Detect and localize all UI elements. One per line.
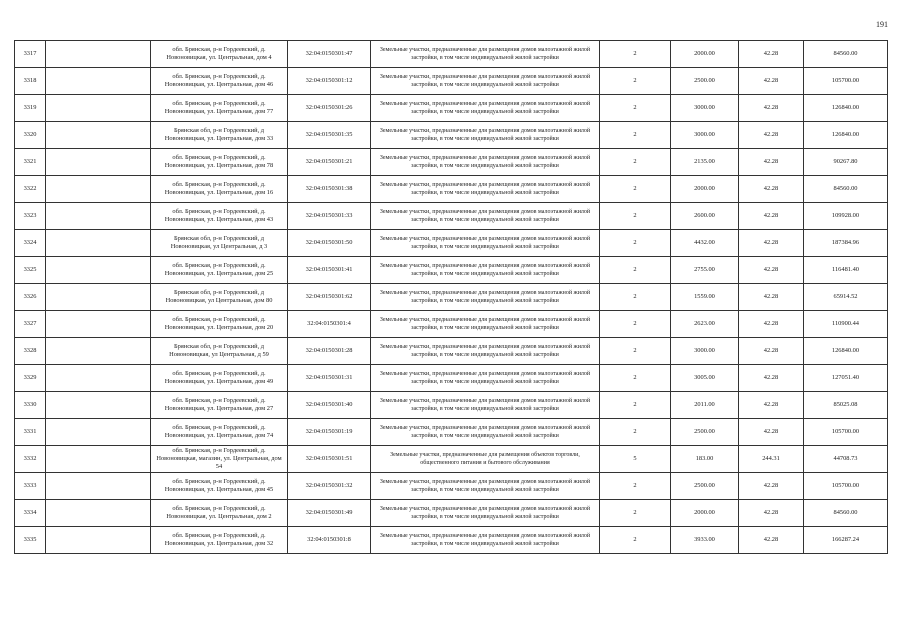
cadastral-number-cell: 32:04:0150301:47 (288, 41, 371, 68)
land-use-purpose-cell: Земельные участки, предназначенные для размещения домов малоэтажной жилой застройки, в том числе индивидуальной жилой застройки (371, 473, 600, 500)
empty-cell (46, 500, 151, 527)
address-cell: обл. Брянская, р-н Гордеевский, д. Новоновицкая, ул. Центральная, дом 74 (151, 419, 288, 446)
empty-cell (46, 230, 151, 257)
address-cell: обл. Брянская, р-н Гордеевский, д. Новоновицкая, ул. Центральная, дом 20 (151, 311, 288, 338)
row-number-cell: 3320 (15, 122, 46, 149)
empty-cell (46, 446, 151, 473)
empty-cell (46, 392, 151, 419)
table-row (15, 311, 888, 338)
address-cell: обл. Брянская, р-н Гордеевский, д. Новоновицкая, ул. Центральная, дом 2 (151, 500, 288, 527)
group-number-cell: 2 (600, 230, 671, 257)
land-use-purpose-cell: Земельные участки, предназначенные для размещения домов малоэтажной жилой застройки, в том числе индивидуальной жилой застройки (371, 392, 600, 419)
table-row (15, 257, 888, 284)
empty-cell (46, 338, 151, 365)
specific-value-cell: 42.28 (739, 311, 804, 338)
empty-cell (46, 176, 151, 203)
specific-value-cell: 42.28 (739, 122, 804, 149)
area-cell: 4432.00 (671, 230, 739, 257)
cadastral-value-cell: 126840.00 (804, 122, 888, 149)
land-use-purpose-cell: Земельные участки, предназначенные для размещения домов малоэтажной жилой застройки, в том числе индивидуальной жилой застройки (371, 176, 600, 203)
land-use-purpose-cell: Земельные участки, предназначенные для размещения домов малоэтажной жилой застройки, в том числе индивидуальной жилой застройки (371, 149, 600, 176)
land-use-purpose-cell: Земельные участки, предназначенные для размещения домов малоэтажной жилой застройки, в том числе индивидуальной жилой застройки (371, 203, 600, 230)
row-number-cell: 3334 (15, 500, 46, 527)
row-number-cell: 3322 (15, 176, 46, 203)
land-use-purpose-cell: Земельные участки, предназначенные для размещения домов малоэтажной жилой застройки, в том числе индивидуальной жилой застройки (371, 257, 600, 284)
row-number-cell: 3330 (15, 392, 46, 419)
area-cell: 3000.00 (671, 338, 739, 365)
table-row (15, 500, 888, 527)
area-cell: 2500.00 (671, 473, 739, 500)
row-number-cell: 3319 (15, 95, 46, 122)
table-row (15, 527, 888, 554)
cadastral-value-cell: 126840.00 (804, 338, 888, 365)
group-number-cell: 2 (600, 473, 671, 500)
table-row (15, 203, 888, 230)
cadastral-value-cell: 126840.00 (804, 95, 888, 122)
page-number: 191 (876, 20, 888, 29)
group-number-cell: 5 (600, 446, 671, 473)
specific-value-cell: 42.28 (739, 41, 804, 68)
table-row (15, 176, 888, 203)
specific-value-cell: 42.28 (739, 500, 804, 527)
cadastral-value-cell: 166287.24 (804, 527, 888, 554)
land-use-purpose-cell: Земельные участки, предназначенные для размещения домов малоэтажной жилой застройки, в том числе индивидуальной жилой застройки (371, 527, 600, 554)
empty-cell (46, 527, 151, 554)
cadastral-value-cell: 105700.00 (804, 419, 888, 446)
cadastral-number-cell: 32:04:0150301:32 (288, 473, 371, 500)
row-number-cell: 3321 (15, 149, 46, 176)
table-row (15, 392, 888, 419)
group-number-cell: 2 (600, 41, 671, 68)
area-cell: 3000.00 (671, 122, 739, 149)
row-number-cell: 3328 (15, 338, 46, 365)
table-row (15, 284, 888, 311)
table-row (15, 365, 888, 392)
address-cell: обл. Брянская, р-н Гордеевский, д. Новоновицкая, ул. Центральная, дом 16 (151, 176, 288, 203)
empty-cell (46, 473, 151, 500)
row-number-cell: 3333 (15, 473, 46, 500)
address-cell: Брянская обл, р-н Гордеевский, д Новоновицкая, ул Центральная, д 3 (151, 230, 288, 257)
cadastral-value-cell: 90267.80 (804, 149, 888, 176)
land-use-purpose-cell: Земельные участки, предназначенные для размещения домов малоэтажной жилой застройки, в том числе индивидуальной жилой застройки (371, 122, 600, 149)
table-row (15, 419, 888, 446)
specific-value-cell: 244.31 (739, 446, 804, 473)
address-cell: Брянская обл, р-н Гордеевский, д Новоновицкая, ул Центральная, дом 80 (151, 284, 288, 311)
group-number-cell: 2 (600, 311, 671, 338)
table-row (15, 446, 888, 473)
area-cell: 2135.00 (671, 149, 739, 176)
land-use-purpose-cell: Земельные участки, предназначенные для размещения домов малоэтажной жилой застройки, в том числе индивидуальной жилой застройки (371, 41, 600, 68)
cadastral-value-cell: 85025.08 (804, 392, 888, 419)
empty-cell (46, 284, 151, 311)
cadastral-value-cell: 109928.00 (804, 203, 888, 230)
specific-value-cell: 42.28 (739, 95, 804, 122)
land-use-purpose-cell: Земельные участки, предназначенные для размещения домов малоэтажной жилой застройки, в том числе индивидуальной жилой застройки (371, 338, 600, 365)
cadastral-number-cell: 32:04:0150301:40 (288, 392, 371, 419)
group-number-cell: 2 (600, 122, 671, 149)
cadastral-number-cell: 32:04:0150301:38 (288, 176, 371, 203)
row-number-cell: 3324 (15, 230, 46, 257)
address-cell: обл. Брянская, р-н Гордеевский, д. Новоновицкая, ул. Центральная, дом 49 (151, 365, 288, 392)
land-use-purpose-cell: Земельные участки, предназначенные для размещения домов малоэтажной жилой застройки, в том числе индивидуальной жилой застройки (371, 95, 600, 122)
cadastral-value-table (14, 40, 888, 554)
row-number-cell: 3332 (15, 446, 46, 473)
address-cell: обл. Брянская, р-н Гордеевский, д. Новоновицкая, ул. Центральная, дом 27 (151, 392, 288, 419)
address-cell: обл. Брянская, р-н Гордеевский, д. Новоновицкая, ул. Центральная, дом 78 (151, 149, 288, 176)
cadastral-value-cell: 84560.00 (804, 41, 888, 68)
cadastral-number-cell: 32:04:0150301:49 (288, 500, 371, 527)
specific-value-cell: 42.28 (739, 149, 804, 176)
row-number-cell: 3331 (15, 419, 46, 446)
table-row (15, 122, 888, 149)
empty-cell (46, 95, 151, 122)
cadastral-value-cell: 105700.00 (804, 68, 888, 95)
land-use-purpose-cell: Земельные участки, предназначенные для размещения домов малоэтажной жилой застройки, в том числе индивидуальной жилой застройки (371, 419, 600, 446)
address-cell: обл. Брянская, р-н Гордеевский, д. Новоновицкая, ул. Центральная, дом 25 (151, 257, 288, 284)
area-cell: 2000.00 (671, 176, 739, 203)
land-use-purpose-cell: Земельные участки, предназначенные для размещения домов малоэтажной жилой застройки, в том числе индивидуальной жилой застройки (371, 230, 600, 257)
address-cell: обл. Брянская, р-н Гордеевский, д. Новоновицкая, ул. Центральная, дом 43 (151, 203, 288, 230)
group-number-cell: 2 (600, 176, 671, 203)
cadastral-number-cell: 32:04:0150301:4 (288, 311, 371, 338)
cadastral-number-cell: 32:04:0150301:35 (288, 122, 371, 149)
row-number-cell: 3325 (15, 257, 46, 284)
row-number-cell: 3329 (15, 365, 46, 392)
specific-value-cell: 42.28 (739, 338, 804, 365)
land-use-purpose-cell: Земельные участки, предназначенные для размещения домов малоэтажной жилой застройки, в том числе индивидуальной жилой застройки (371, 500, 600, 527)
address-cell: обл. Брянская, р-н Гордеевский, д. Новоновицкая, ул. Центральная, дом 4 (151, 41, 288, 68)
cadastral-number-cell: 32:04:0150301:33 (288, 203, 371, 230)
land-use-purpose-cell: Земельные участки, предназначенные для размещения домов малоэтажной жилой застройки, в том числе индивидуальной жилой застройки (371, 311, 600, 338)
empty-cell (46, 122, 151, 149)
area-cell: 2500.00 (671, 419, 739, 446)
address-cell: обл. Брянская, р-н Гордеевский, д. Новоновицкая, ул. Центральная, дом 77 (151, 95, 288, 122)
cadastral-value-cell: 110900.44 (804, 311, 888, 338)
group-number-cell: 2 (600, 95, 671, 122)
cadastral-value-cell: 65914.52 (804, 284, 888, 311)
area-cell: 2011.00 (671, 392, 739, 419)
group-number-cell: 2 (600, 392, 671, 419)
specific-value-cell: 42.28 (739, 203, 804, 230)
group-number-cell: 2 (600, 257, 671, 284)
table-row (15, 149, 888, 176)
group-number-cell: 2 (600, 500, 671, 527)
address-cell: обл. Брянская, р-н Гордеевский, д. Новоновицкая, ул. Центральная, дом 45 (151, 473, 288, 500)
empty-cell (46, 365, 151, 392)
row-number-cell: 3323 (15, 203, 46, 230)
cadastral-value-cell: 84560.00 (804, 500, 888, 527)
area-cell: 2000.00 (671, 41, 739, 68)
cadastral-number-cell: 32:04:0150301:62 (288, 284, 371, 311)
table-row (15, 95, 888, 122)
row-number-cell: 3317 (15, 41, 46, 68)
specific-value-cell: 42.28 (739, 68, 804, 95)
area-cell: 3933.00 (671, 527, 739, 554)
land-use-purpose-cell: Земельные участки, предназначенные для размещения объектов торговли, общественного питания и бытового обслуживания (371, 446, 600, 473)
cadastral-number-cell: 32:04:0150301:51 (288, 446, 371, 473)
empty-cell (46, 68, 151, 95)
cadastral-value-cell: 105700.00 (804, 473, 888, 500)
group-number-cell: 2 (600, 419, 671, 446)
specific-value-cell: 42.28 (739, 365, 804, 392)
cadastral-number-cell: 32:04:0150301:31 (288, 365, 371, 392)
address-cell: обл. Брянская, р-н Гордеевский, д. Новоновицкая, ул. Центральная, дом 46 (151, 68, 288, 95)
empty-cell (46, 149, 151, 176)
specific-value-cell: 42.28 (739, 284, 804, 311)
specific-value-cell: 42.28 (739, 392, 804, 419)
cadastral-value-cell: 187384.96 (804, 230, 888, 257)
address-cell: обл. Брянская, р-н Гордеевский, д. Новоновицкая, магазин, ул. Центральная, дом 54 (151, 446, 288, 473)
area-cell: 2000.00 (671, 500, 739, 527)
group-number-cell: 2 (600, 527, 671, 554)
group-number-cell: 2 (600, 68, 671, 95)
land-use-purpose-cell: Земельные участки, предназначенные для размещения домов малоэтажной жилой застройки, в том числе индивидуальной жилой застройки (371, 365, 600, 392)
area-cell: 2755.00 (671, 257, 739, 284)
cadastral-value-cell: 84560.00 (804, 176, 888, 203)
area-cell: 2623.00 (671, 311, 739, 338)
cadastral-number-cell: 32:04:0150301:50 (288, 230, 371, 257)
cadastral-number-cell: 32:04:0150301:21 (288, 149, 371, 176)
specific-value-cell: 42.28 (739, 230, 804, 257)
land-use-purpose-cell: Земельные участки, предназначенные для размещения домов малоэтажной жилой застройки, в том числе индивидуальной жилой застройки (371, 284, 600, 311)
empty-cell (46, 41, 151, 68)
empty-cell (46, 419, 151, 446)
cadastral-value-cell: 127051.40 (804, 365, 888, 392)
cadastral-number-cell: 32:04:0150301:41 (288, 257, 371, 284)
cadastral-number-cell: 32:04:0150301:12 (288, 68, 371, 95)
specific-value-cell: 42.28 (739, 419, 804, 446)
table-row (15, 230, 888, 257)
specific-value-cell: 42.28 (739, 527, 804, 554)
table-body (15, 41, 888, 554)
group-number-cell: 2 (600, 284, 671, 311)
group-number-cell: 2 (600, 203, 671, 230)
specific-value-cell: 42.28 (739, 257, 804, 284)
area-cell: 183.00 (671, 446, 739, 473)
cadastral-value-cell: 116481.40 (804, 257, 888, 284)
area-cell: 3000.00 (671, 95, 739, 122)
table-row (15, 473, 888, 500)
group-number-cell: 2 (600, 365, 671, 392)
row-number-cell: 3335 (15, 527, 46, 554)
area-cell: 1559.00 (671, 284, 739, 311)
row-number-cell: 3327 (15, 311, 46, 338)
cadastral-value-cell: 44708.73 (804, 446, 888, 473)
address-cell: Брянская обл, р-н Гордеевский, д Новоновицкая, ул Центральная, д 59 (151, 338, 288, 365)
table-row (15, 68, 888, 95)
cadastral-number-cell: 32:04:0150301:19 (288, 419, 371, 446)
row-number-cell: 3318 (15, 68, 46, 95)
specific-value-cell: 42.28 (739, 473, 804, 500)
row-number-cell: 3326 (15, 284, 46, 311)
table-row (15, 338, 888, 365)
cadastral-number-cell: 32:04:0150301:28 (288, 338, 371, 365)
area-cell: 3005.00 (671, 365, 739, 392)
group-number-cell: 2 (600, 338, 671, 365)
specific-value-cell: 42.28 (739, 176, 804, 203)
address-cell: обл. Брянская, р-н Гордеевский, д. Новоновицкая, ул. Центральная, дом 32 (151, 527, 288, 554)
empty-cell (46, 203, 151, 230)
group-number-cell: 2 (600, 149, 671, 176)
address-cell: Брянская обл, р-н Гордеевский, д Новоновицкая, ул. Центральная, дом 33 (151, 122, 288, 149)
cadastral-number-cell: 32:04:0150301:8 (288, 527, 371, 554)
empty-cell (46, 257, 151, 284)
area-cell: 2600.00 (671, 203, 739, 230)
empty-cell (46, 311, 151, 338)
land-use-purpose-cell: Земельные участки, предназначенные для размещения домов малоэтажной жилой застройки, в том числе индивидуальной жилой застройки (371, 68, 600, 95)
cadastral-number-cell: 32:04:0150301:26 (288, 95, 371, 122)
area-cell: 2500.00 (671, 68, 739, 95)
table-row (15, 41, 888, 68)
